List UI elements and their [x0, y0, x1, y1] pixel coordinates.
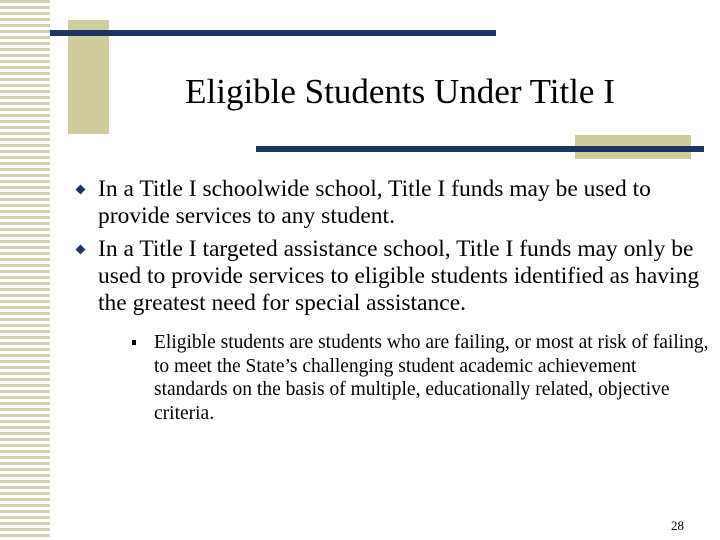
- bullet-text: In a Title I schoolwide school, Title I funds may be used to provide services to any student.: [98, 176, 651, 229]
- decorative-stripes: [0, 0, 50, 540]
- sub-bullet-text: Eligible students are students who are failing, or most at risk of failing, to meet the State’s challenging student academic achievement standards on the basis of multiple, educationally related, objective criteria.: [154, 332, 709, 424]
- sub-bullet-list: [74, 331, 714, 425]
- bottom-divider-bar: [256, 146, 704, 152]
- top-divider-bar: [50, 30, 496, 36]
- diamond-bullet-icon: [76, 245, 86, 255]
- title-accent-block: [68, 20, 109, 134]
- slide-title: Eligible Students Under Title I: [185, 72, 615, 111]
- slide-content: [74, 176, 714, 425]
- sub-bullet-item: [130, 331, 714, 425]
- bullet-item: [74, 176, 714, 230]
- bullet-item: [74, 236, 714, 317]
- diamond-bullet-icon: [76, 185, 86, 195]
- bullet-text: In a Title I targeted assistance school, Title I funds may only be used to provide services to eligible students identified as having the greatest need for special assistance.: [98, 236, 700, 316]
- square-bullet-icon: [132, 340, 136, 345]
- page-number: 28: [671, 518, 684, 533]
